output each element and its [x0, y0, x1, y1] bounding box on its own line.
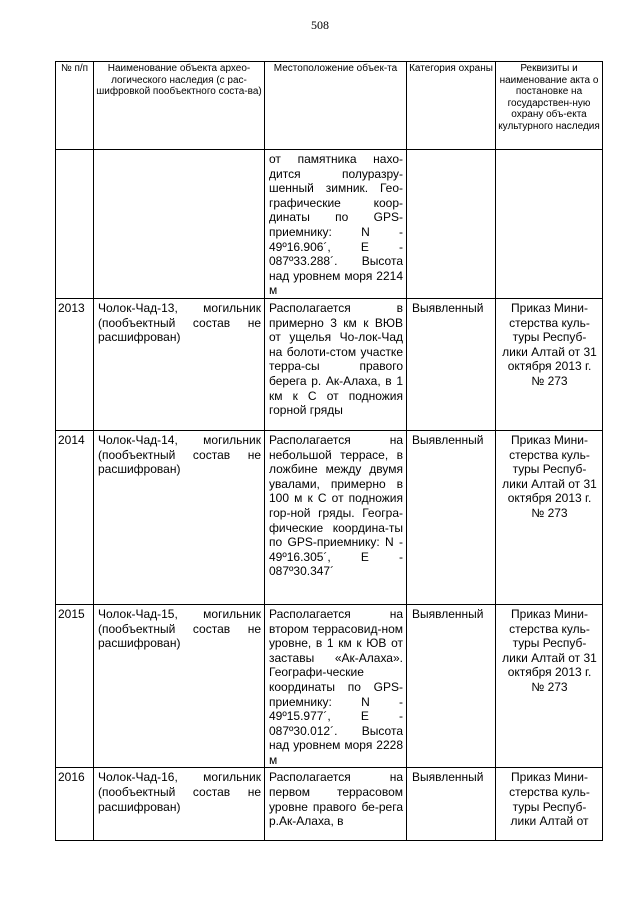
- header-requisites: Реквизиты и наименование акта о постановке на государствен-ную охрану объ-екта культурного наследия: [496, 62, 603, 150]
- cell-requisites: Приказ Мини-стерства куль-туры Респуб-лики Алтай от 31 октября 2013 г. № 273: [496, 430, 603, 604]
- table-row: [56, 298, 603, 430]
- cell-num: [56, 150, 94, 299]
- table-row: [56, 604, 603, 768]
- table-row: [56, 768, 603, 841]
- cell-num: 2016: [56, 768, 94, 841]
- cell-name: Чолок-Чад-14, могильник (пообъектный состав не расшифрован): [94, 430, 265, 604]
- header-num: № п/п: [56, 62, 94, 150]
- cell-requisites: [496, 150, 603, 299]
- cell-name: [94, 150, 265, 299]
- header-location: Местоположение объек-та: [265, 62, 407, 150]
- cell-category: [407, 150, 496, 299]
- cell-location: Располагается на небольшой террасе, в ложбине между двумя увалами, примерно в 100 м к С от подножия гор-ной гряды. Геогра-фические координа-ты по GPS-приемнику: N - 49º16.305´, E - 087º30.347´: [265, 430, 407, 604]
- header-category: Категория охраны: [407, 62, 496, 150]
- page-number: 508: [311, 18, 329, 32]
- table-row: [56, 150, 603, 299]
- cell-location: Располагается на втором террасовид-ном уровне, в 1 км к ЮВ от заставы «Ак-Алаха». Географи-ческие координаты по GPS-приемнику: N - 49º15.977´, E - 087º30.012´. Высота над уровнем моря 2228 м: [265, 604, 407, 768]
- cell-num: 2015: [56, 604, 94, 768]
- cell-location: Располагается на первом террасовом уровне правого бе-рега р.Ак-Алаха, в: [265, 768, 407, 841]
- header-name: Наименование объекта архео-логического наследия (с рас-шифровкой пообъектного соста-ва): [94, 62, 265, 150]
- cell-requisites: Приказ Мини-стерства куль-туры Респуб-лики Алтай от 31 октября 2013 г. № 273: [496, 298, 603, 430]
- cell-name: Чолок-Чад-15, могильник (пообъектный состав не расшифрован): [94, 604, 265, 768]
- cell-category: Выявленный: [407, 604, 496, 768]
- cell-category: Выявленный: [407, 298, 496, 430]
- cell-location: Располагается в примерно 3 км к ВЮВ от ущелья Чо-лок-Чад на болоти-стом участке терра-сы правого берега р. Ак-Алаха, в 1 км к С от подножия горной гряды: [265, 298, 407, 430]
- cell-num: 2013: [56, 298, 94, 430]
- cell-name: Чолок-Чад-13, могильник (пообъектный состав не расшифрован): [94, 298, 265, 430]
- cell-requisites: Приказ Мини-стерства куль-туры Респуб-лики Алтай от: [496, 768, 603, 841]
- cell-category: Выявленный: [407, 430, 496, 604]
- table-row: [56, 430, 603, 604]
- table-header-row: [56, 62, 603, 150]
- heritage-registry-table: [55, 61, 603, 841]
- cell-location: от памятника нахо-дится полуразру-шенный зимник. Гео-графические коор-динаты по GPS-приемнику: N - 49º16.906´, E - 087º33.288´. Высота над уровнем моря 2214 м: [265, 150, 407, 299]
- cell-requisites: Приказ Мини-стерства куль-туры Респуб-лики Алтай от 31 октября 2013 г. № 273: [496, 604, 603, 768]
- cell-category: Выявленный: [407, 768, 496, 841]
- cell-num: 2014: [56, 430, 94, 604]
- cell-name: Чолок-Чад-16, могильник (пообъектный состав не расшифрован): [94, 768, 265, 841]
